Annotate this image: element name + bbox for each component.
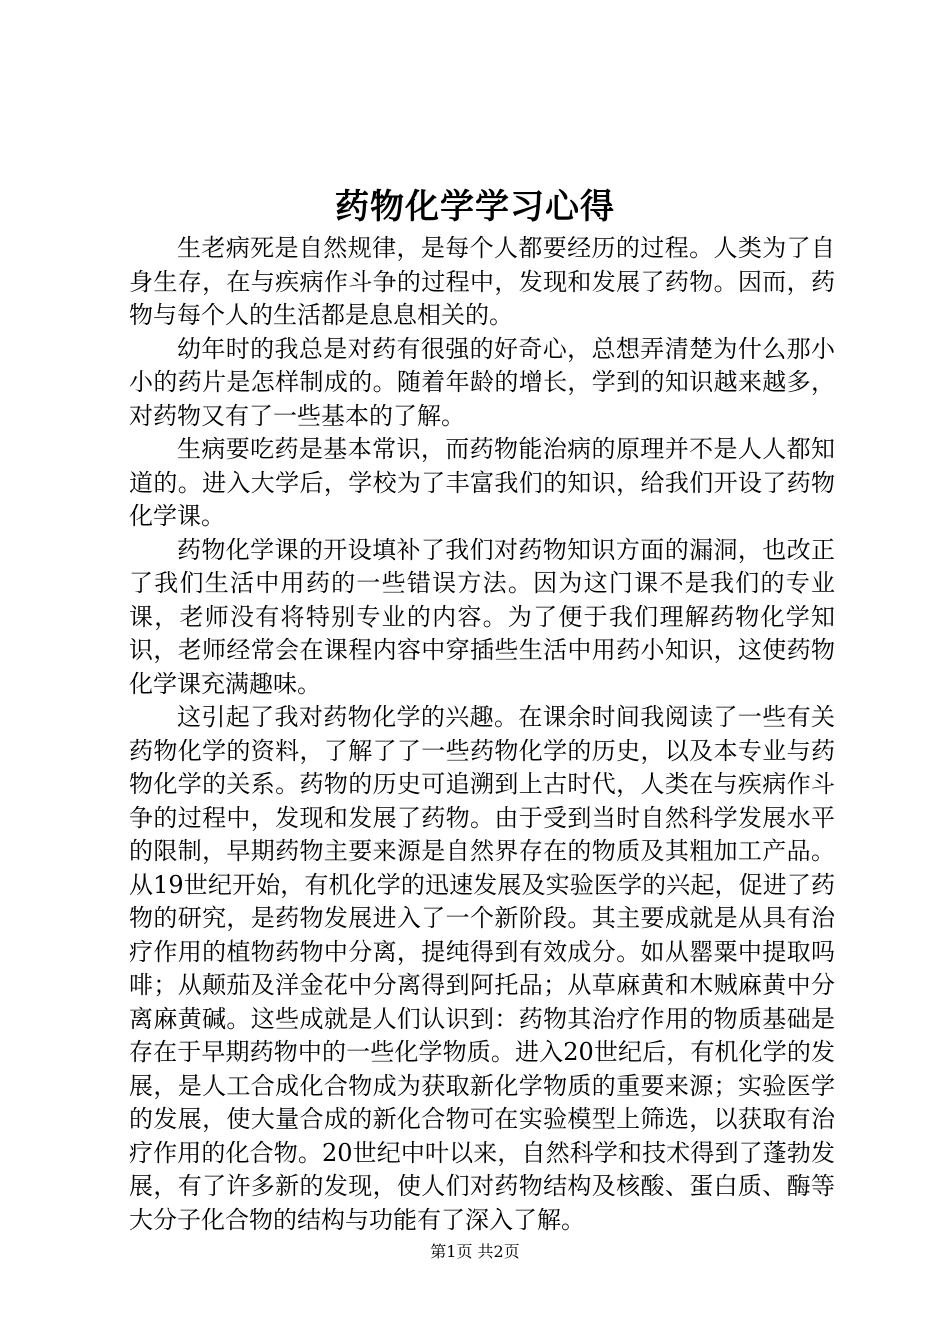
paragraph-5: 这引起了我对药物化学的兴趣。在课余时间我阅读了一些有关药物化学的资料，了解了了一些药物化学的历史，以及本专业与药物化学的关系。药物的历史可追溯到上古时代，人类在与疾病作斗争的过程中，发现和发展了药物。由于受到当时自然科学发展水平的限制，早期药物主要来源是自然界存在的物质及其粗加工产品。从19世纪开始，有机化学的迅速发展及实验医学的兴起，促进了药物的研究，是药物发展进入了一个新阶段。其主要成就是从具有治疗作用的植物药物中分离，提纯得到有效成分。如从罂粟中提取吗啡；从颠茄及洋金花中分离得到阿托品；从草麻黄和木贼麻黄中分离麻黄碱。这些成就是人们认识到：药物其治疗作用的物质基础是存在于早期药物中的一些化学物质。进入20世纪后，有机化学的发展，是人工合成化合物成为获取新化学物质的重要来源；实验医学的发展，使大量合成的新化合物可在实验模型上筛选，以获取有治疗作用的化合物。20世纪中叶以来，自然科学和技术得到了蓬勃发展，有了许多新的发现，使人们对药物结构及核酸、蛋白质、酶等大分子化合物的结构与功能有了深入了解。 [129, 703, 835, 1234]
paragraph-2: 幼年时的我总是对药有很强的好奇心，总想弄清楚为什么那小小的药片是怎样制成的。随着年龄的增长，学到的知识越来越多，对药物又有了一些基本的了解。 [129, 334, 835, 430]
paragraph-3: 生病要吃药是基本常识，而药物能治病的原理并不是人人都知道的。进入大学后，学校为了丰富我们的知识，给我们开设了药物化学课。 [129, 435, 835, 530]
paragraph-4: 药物化学课的开设填补了我们对药物知识方面的漏洞，也改正了我们生活中用药的一些错误方法。因为这门课不是我们的专业课，老师没有将特别专业的内容。为了便于我们理解药物化学知识，老师经常会在课程内容中穿插些生活中用药小知识，这使药物化学课充满趣味。 [129, 535, 835, 698]
paragraph-1: 生老病死是自然规律，是每个人都要经历的过程。人类为了自身生存，在与疾病作斗争的过程中，发现和发展了药物。因而，药物与每个人的生活都是息息相关的。 [129, 234, 835, 329]
document-title: 药物化学学习心得 [335, 187, 615, 227]
document-body [129, 232, 835, 1237]
page-number-footer: 第1页 共2页 [430, 1242, 520, 1261]
